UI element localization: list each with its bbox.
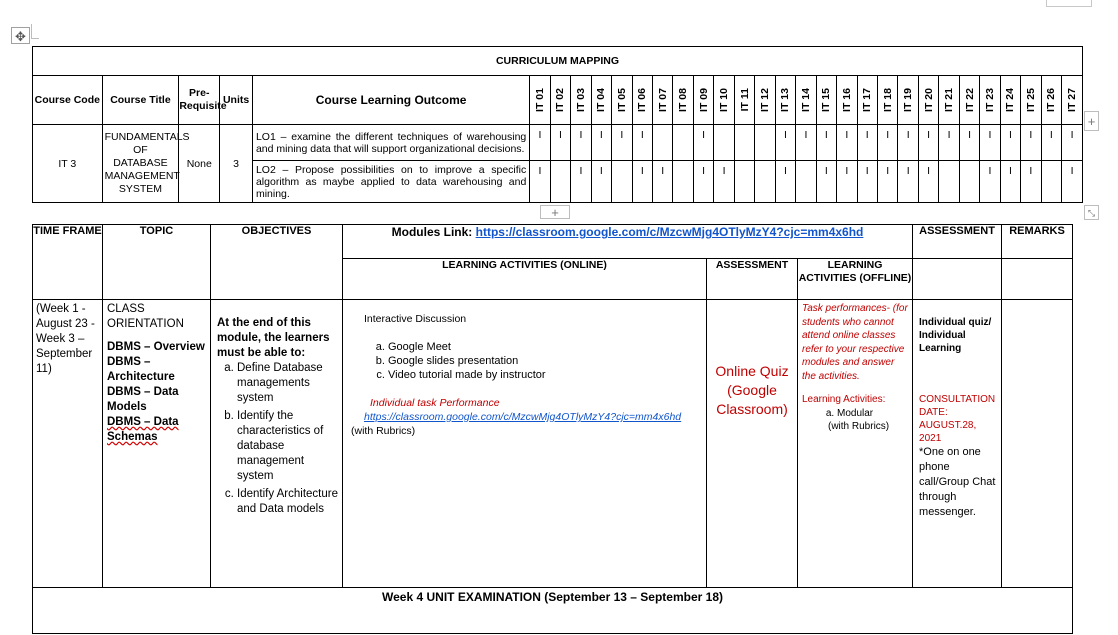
it-column-label: IT 12 <box>758 88 771 112</box>
topic-cell <box>103 300 211 588</box>
outcome-mark: I <box>530 125 550 161</box>
outcome-mark: I <box>837 161 857 203</box>
it-column-label: IT 04 <box>595 88 608 112</box>
assessment-cell: Online Quiz (Google Classroom) <box>707 300 798 588</box>
outcome-mark: I <box>693 125 713 161</box>
it-column-header <box>673 76 693 125</box>
curriculum-title: CURRICULUM MAPPING <box>33 47 1083 76</box>
it-column-header <box>734 76 754 125</box>
it-column-label: IT 09 <box>697 88 710 112</box>
it-column-label: IT 18 <box>881 88 894 112</box>
learning-outcome-1: LO1 – examine the different techniques of warehousing and mining data that will support organizational decisions. <box>252 125 529 161</box>
it-column-header <box>918 76 938 125</box>
course-units: 3 <box>220 125 253 203</box>
objectives-intro: At the end of this module, the learners must be able to: <box>217 317 330 359</box>
empty-header-cell <box>913 259 1002 300</box>
it-column-label: IT 26 <box>1045 88 1058 112</box>
header-topic: TOPIC <box>103 225 211 300</box>
it-column-label: IT 27 <box>1066 88 1079 112</box>
outcome-mark: I <box>918 125 938 161</box>
outcome-mark: I <box>837 125 857 161</box>
header-units: Units <box>220 76 253 125</box>
remarks-cell <box>1002 300 1073 588</box>
margin-corner-mark <box>31 24 39 39</box>
individual-quiz-text: Individual quiz/ Individual Learning <box>919 317 992 354</box>
it-column-header <box>571 76 591 125</box>
lesson-plan-table <box>32 224 1073 634</box>
empty-header-cell <box>1002 259 1073 300</box>
learning-outcome-2: LO2 – Propose possibilities on to improve a specific algorithm as maybe applied to data warehousing and mining. <box>252 161 529 203</box>
course-prerequisite: None <box>179 125 220 203</box>
time-frame-cell: (Week 1 - August 23 - Week 3 – September 11) <box>33 300 103 588</box>
header-learning-activities-offline: LEARNING ACTIVITIES (OFFLINE) <box>798 259 913 300</box>
with-rubrics-text: (with Rubrics) <box>351 425 416 437</box>
offline-activities-cell <box>798 300 913 588</box>
online-item: c. Video tutorial made by instructor <box>388 368 698 382</box>
outcome-mark <box>550 161 570 203</box>
outcome-mark: I <box>775 125 795 161</box>
outcome-mark <box>673 125 693 161</box>
it-column-label: IT 23 <box>983 88 996 112</box>
outcome-mark: I <box>877 161 897 203</box>
it-column-header <box>653 76 673 125</box>
outcome-mark: I <box>632 161 652 203</box>
online-intro: Interactive Discussion <box>364 313 467 325</box>
one-on-one-text: *One on one phone call/Group Chat through messenger. <box>919 446 996 518</box>
modules-link[interactable]: https://classroom.google.com/c/MzcwMjg4OTlyMzY4?cjc=mm4x6hd <box>475 225 864 239</box>
outcome-mark: I <box>775 161 795 203</box>
outcome-mark: I <box>857 161 877 203</box>
it-column-header <box>980 76 1000 125</box>
it-column-header <box>898 76 918 125</box>
online-item: b. Google slides presentation <box>388 354 698 368</box>
header-objectives: OBJECTIVES <box>211 225 343 300</box>
online-activities-cell <box>343 300 707 588</box>
assessment-remarks-cell <box>913 300 1002 588</box>
header-time-frame: TIME FRAME <box>33 225 103 300</box>
it-column-label: IT 20 <box>922 88 935 112</box>
header-assessment-sub: ASSESSMENT <box>707 259 798 300</box>
task-link[interactable]: https://classroom.google.com/c/MzcwMjg4OTlyMzY4?cjc=mm4x6hd <box>364 411 682 423</box>
it-column-header <box>959 76 979 125</box>
outcome-mark: I <box>1062 125 1083 161</box>
it-column-label: IT 05 <box>615 88 628 112</box>
individual-task-label: Individual task Performance <box>370 397 500 409</box>
outcome-mark: I <box>693 161 713 203</box>
it-column-header <box>591 76 611 125</box>
outcome-mark: I <box>939 125 959 161</box>
outcome-mark: I <box>632 125 652 161</box>
offline-item: a. Modular <box>837 407 908 421</box>
it-column-label: IT 19 <box>902 88 915 112</box>
objectives-list <box>217 361 338 517</box>
outcome-mark <box>796 161 816 203</box>
it-column-label: IT 13 <box>779 88 792 112</box>
outcome-mark <box>714 125 734 161</box>
it-column-label: IT 24 <box>1004 88 1017 112</box>
outcome-mark <box>734 161 754 203</box>
outcome-mark <box>734 125 754 161</box>
outcome-mark: I <box>653 161 673 203</box>
topic-item: DBMS – Architecture <box>107 356 175 383</box>
unit-examination-row: Week 4 UNIT EXAMINATION (September 13 – September 18) <box>33 588 1073 634</box>
outcome-mark: I <box>1041 125 1061 161</box>
topic-intro: CLASS ORIENTATION <box>107 303 184 330</box>
topic-item: DBMS – Data Schemas <box>107 416 179 443</box>
offline-rubrics-text: (with Rubrics) <box>828 421 890 432</box>
outcome-mark: I <box>796 125 816 161</box>
offline-task-text: Task performances- (for students who cannot attend online classes refer to your respective modules and answer the activities. <box>802 303 908 382</box>
page-corner-marks <box>1046 0 1092 7</box>
it-column-header <box>714 76 734 125</box>
add-column-plus-icon[interactable]: + <box>1084 111 1099 131</box>
header-assessment: ASSESSMENT <box>913 225 1002 259</box>
it-column-label: IT 25 <box>1024 88 1037 112</box>
it-column-header <box>877 76 897 125</box>
it-column-label: IT 14 <box>799 88 812 112</box>
outcome-mark: I <box>980 125 1000 161</box>
outcome-mark: I <box>857 125 877 161</box>
outcome-mark <box>673 161 693 203</box>
it-column-header <box>1062 76 1083 125</box>
table-move-handle-icon[interactable]: ✥ <box>11 27 30 44</box>
outcome-mark <box>755 161 775 203</box>
objective-item: c. Identify Architecture and Data models <box>237 487 338 517</box>
it-column-header <box>755 76 775 125</box>
objectives-cell <box>211 300 343 588</box>
outcome-mark: I <box>1062 161 1083 203</box>
it-column-label: IT 10 <box>718 88 731 112</box>
add-row-plus-icon[interactable]: + <box>540 205 570 219</box>
it-column-header <box>857 76 877 125</box>
outcome-mark <box>939 161 959 203</box>
outcome-mark: I <box>1021 125 1041 161</box>
it-column-header <box>1000 76 1020 125</box>
outcome-mark <box>612 161 632 203</box>
it-column-label: IT 06 <box>636 88 649 112</box>
outcome-mark: I <box>980 161 1000 203</box>
outcome-mark: I <box>959 125 979 161</box>
header-course-learning-outcome: Course Learning Outcome <box>252 76 529 125</box>
it-column-label: IT 01 <box>534 88 546 112</box>
outcome-mark: I <box>612 125 632 161</box>
it-column-header <box>530 76 550 125</box>
offline-items-list <box>802 407 908 421</box>
table-resize-handle-icon[interactable]: ⤡ <box>1084 205 1099 220</box>
header-prerequisite: Pre-Requisite <box>179 76 220 125</box>
header-course-code: Course Code <box>33 76 103 125</box>
outcome-mark: I <box>1000 161 1020 203</box>
it-column-label: IT 16 <box>840 88 853 112</box>
outcome-mark <box>959 161 979 203</box>
it-column-label: IT 15 <box>820 88 833 112</box>
outcome-mark: I <box>591 125 611 161</box>
it-column-label: IT 07 <box>656 88 669 112</box>
outcome-mark: I <box>1000 125 1020 161</box>
it-column-label: IT 11 <box>738 88 751 112</box>
offline-learning-label: Learning Activities: <box>802 394 886 405</box>
outcome-mark: I <box>571 125 591 161</box>
it-column-header <box>816 76 836 125</box>
it-column-label: IT 08 <box>677 88 690 112</box>
topic-item: DBMS – Overview <box>107 341 205 353</box>
it-column-label: IT 03 <box>574 88 587 112</box>
curriculum-mapping-table <box>32 46 1083 203</box>
outcome-mark: I <box>898 161 918 203</box>
outcome-mark: I <box>591 161 611 203</box>
outcome-mark <box>1041 161 1061 203</box>
header-course-title: Course Title <box>102 76 179 125</box>
it-column-header <box>1041 76 1061 125</box>
it-column-label: IT 17 <box>861 88 874 112</box>
modules-link-label: Modules Link: <box>391 225 476 239</box>
outcome-mark: I <box>714 161 734 203</box>
outcome-mark: I <box>1021 161 1041 203</box>
it-column-header <box>1021 76 1041 125</box>
it-column-header <box>796 76 816 125</box>
consultation-date: CONSULTATION DATE: AUGUST.28, 2021 <box>919 394 996 444</box>
outcome-mark <box>755 125 775 161</box>
it-column-header <box>693 76 713 125</box>
topic-item: DBMS – Data Models <box>107 386 179 413</box>
online-items-list <box>351 340 698 382</box>
outcome-mark: I <box>877 125 897 161</box>
it-column-header <box>939 76 959 125</box>
header-learning-activities-online: LEARNING ACTIVITIES (ONLINE) <box>343 259 707 300</box>
it-column-header <box>612 76 632 125</box>
objective-item: a. Define Database managements system <box>237 361 338 406</box>
it-column-label: IT 21 <box>943 88 956 112</box>
it-column-label: IT 02 <box>554 88 567 112</box>
it-column-label: IT 22 <box>963 88 976 112</box>
it-column-header <box>632 76 652 125</box>
course-title: FUNDAMENTALS OF DATABASE MANAGEMENT SYSTEM <box>102 125 179 203</box>
outcome-mark: I <box>816 161 836 203</box>
header-remarks: REMARKS <box>1002 225 1073 259</box>
outcome-mark: I <box>898 125 918 161</box>
outcome-mark <box>653 125 673 161</box>
course-code: IT 3 <box>33 125 103 203</box>
it-column-header <box>837 76 857 125</box>
online-item: a. Google Meet <box>388 340 698 354</box>
it-column-header <box>550 76 570 125</box>
outcome-mark: I <box>816 125 836 161</box>
modules-link-header <box>343 225 913 259</box>
outcome-mark: I <box>571 161 591 203</box>
it-column-header <box>775 76 795 125</box>
outcome-mark: I <box>918 161 938 203</box>
objective-item: b. Identify the characteristics of database management system <box>237 409 338 484</box>
outcome-mark: I <box>550 125 570 161</box>
outcome-mark: I <box>530 161 550 203</box>
